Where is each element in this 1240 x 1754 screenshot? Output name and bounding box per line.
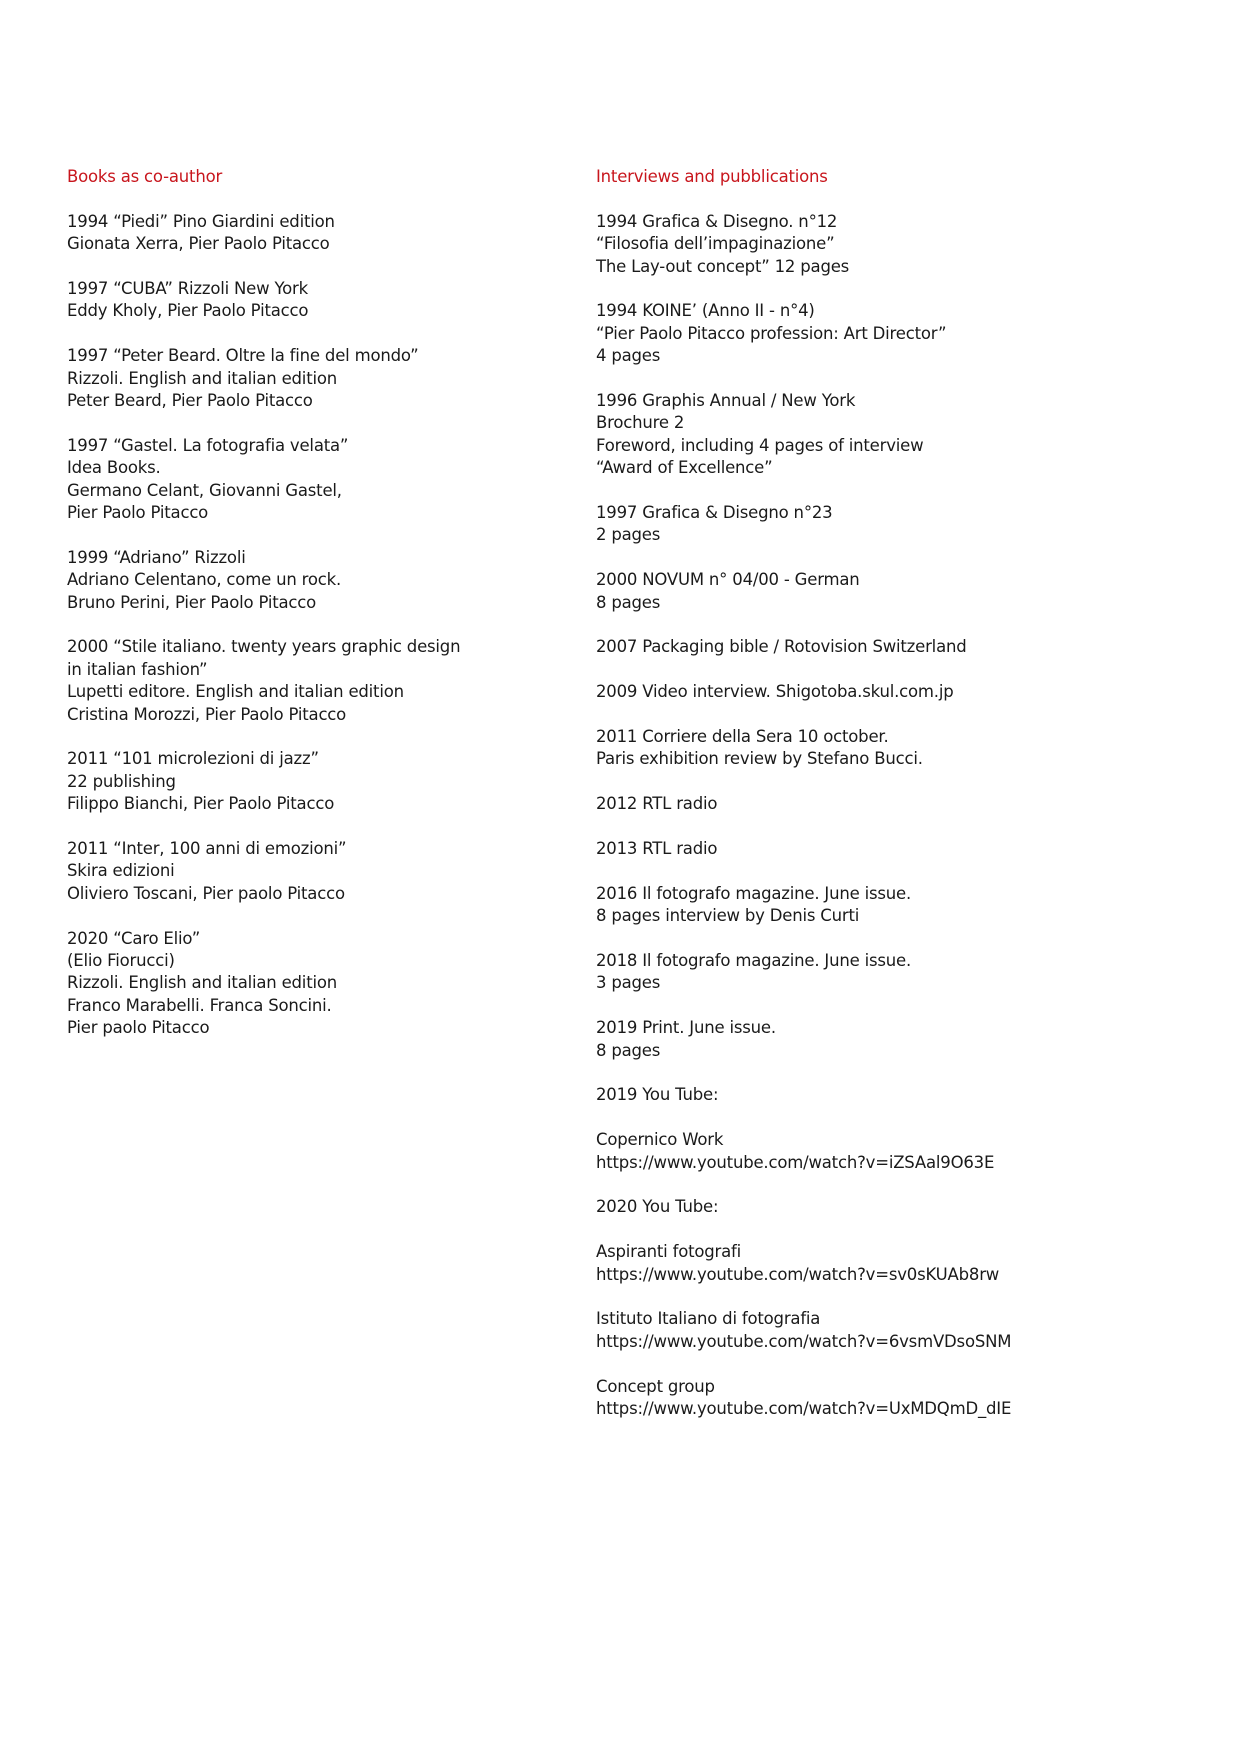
youtube-link[interactable]: https://www.youtube.com/watch?v=UxMDQmD_dIE <box>596 1399 1012 1419</box>
book-entry <box>67 345 537 412</box>
entry-line: Skira edizioni <box>67 861 175 881</box>
books-column <box>67 166 537 1062</box>
book-entry <box>67 278 537 323</box>
entry-line: Oliviero Toscani, Pier paolo Pitacco <box>67 883 345 903</box>
entry-line: Concept group <box>596 1376 715 1396</box>
entry-line: 2013 RTL radio <box>596 839 718 859</box>
interview-entry <box>596 838 1066 860</box>
entry-line: 2000 “Stile italiano. twenty years graphic design <box>67 637 461 657</box>
entry-line: 1997 Grafica & Disegno n°23 <box>596 503 833 523</box>
entry-line: Rizzoli. English and italian edition <box>67 973 337 993</box>
interview-entry <box>596 883 1066 928</box>
entry-line: 1994 KOINE’ (Anno II - n°4) <box>596 301 815 321</box>
entry-line: Lupetti editore. English and italian edition <box>67 682 404 702</box>
entry-line: Eddy Kholy, Pier Paolo Pitacco <box>67 301 309 321</box>
entry-line: Adriano Celentano, come un rock. <box>67 570 342 590</box>
interview-entry <box>596 1241 1066 1286</box>
interview-entry <box>596 502 1066 547</box>
entry-line: in italian fashion” <box>67 659 208 679</box>
entry-line: 2019 Print. June issue. <box>596 1018 776 1038</box>
entry-line: 1997 “CUBA” Rizzoli New York <box>67 279 308 298</box>
interview-entry <box>596 1084 1066 1106</box>
entry-line: 2012 RTL radio <box>596 794 718 814</box>
entry-line: 2007 Packaging bible / Rotovision Switzerland <box>596 637 967 657</box>
entry-line: 8 pages <box>596 1040 661 1060</box>
books-list <box>67 211 537 1040</box>
entry-line: Brochure 2 <box>596 413 685 433</box>
entry-line: 2018 Il fotografo magazine. June issue. <box>596 951 912 971</box>
entry-line: “Award of Excellence” <box>596 458 773 478</box>
entry-line: 1996 Graphis Annual / New York <box>596 391 856 411</box>
entry-line: 1994 “Piedi” Pino Giardini edition <box>67 211 335 231</box>
interview-entry <box>596 636 1066 658</box>
entry-line: 1994 Grafica & Disegno. n°12 <box>596 211 838 231</box>
entry-line: Pier paolo Pitacco <box>67 1018 210 1038</box>
interviews-column <box>596 166 1066 1443</box>
entry-line: Pier Paolo Pitacco <box>67 503 209 523</box>
entry-line: Idea Books. <box>67 458 161 478</box>
youtube-link[interactable]: https://www.youtube.com/watch?v=iZSAal9O63E <box>596 1152 995 1172</box>
interview-entry <box>596 1308 1066 1353</box>
entry-line: Paris exhibition review by Stefano Bucci. <box>596 749 923 769</box>
interview-entry <box>596 1017 1066 1062</box>
entry-line: The Lay-out concept” 12 pages <box>596 256 850 276</box>
entry-line: 2009 Video interview. Shigotoba.skul.com.jp <box>596 682 954 702</box>
entry-line: Aspiranti fotografi <box>596 1242 742 1262</box>
entry-line: 22 publishing <box>67 771 176 791</box>
youtube-link[interactable]: https://www.youtube.com/watch?v=6vsmVDsoSNM <box>596 1331 1012 1351</box>
entry-line: 8 pages <box>596 592 661 612</box>
interview-entry <box>596 1376 1066 1421</box>
interview-entry <box>596 1129 1066 1174</box>
interview-entry <box>596 793 1066 815</box>
entry-line: 1997 “Peter Beard. Oltre la fine del mondo” <box>67 346 419 366</box>
book-entry <box>67 636 537 726</box>
interview-entry <box>596 1196 1066 1218</box>
book-entry <box>67 435 537 525</box>
interview-entry <box>596 950 1066 995</box>
entry-line: Peter Beard, Pier Paolo Pitacco <box>67 391 313 411</box>
interview-entry <box>596 390 1066 480</box>
interview-entry <box>596 211 1066 278</box>
entry-line: 1999 “Adriano” Rizzoli <box>67 547 246 567</box>
entry-line: 2020 “Caro Elio” <box>67 928 201 948</box>
entry-line: Bruno Perini, Pier Paolo Pitacco <box>67 592 317 612</box>
entry-line: 2016 Il fotografo magazine. June issue. <box>596 883 912 903</box>
book-entry <box>67 928 537 1040</box>
interview-entry <box>596 300 1066 367</box>
entry-line: Istituto Italiano di fotografia <box>596 1309 821 1329</box>
entry-line: Gionata Xerra, Pier Paolo Pitacco <box>67 234 330 254</box>
entry-line: 2011 Corriere della Sera 10 october. <box>596 727 889 747</box>
entry-line: 2019 You Tube: <box>596 1085 719 1105</box>
entry-line: Cristina Morozzi, Pier Paolo Pitacco <box>67 704 347 724</box>
entry-line: 1997 “Gastel. La fotografia velata” <box>67 435 349 455</box>
entry-line: 2000 NOVUM n° 04/00 - German <box>596 570 860 590</box>
entry-line: 8 pages interview by Denis Curti <box>596 906 860 926</box>
entry-line: 2011 “Inter, 100 anni di emozioni” <box>67 839 347 859</box>
entry-line: Rizzoli. English and italian edition <box>67 368 337 388</box>
interview-entry <box>596 726 1066 771</box>
youtube-link[interactable]: https://www.youtube.com/watch?v=sv0sKUAb8rw <box>596 1264 1000 1284</box>
entry-line: Foreword, including 4 pages of interview <box>596 435 924 455</box>
interview-entry <box>596 569 1066 614</box>
entry-line: Copernico Work <box>596 1130 724 1150</box>
interview-entry <box>596 681 1066 703</box>
entry-line: Franco Marabelli. Franca Soncini. <box>67 995 332 1015</box>
entry-line: (Elio Fiorucci) <box>67 951 175 971</box>
interviews-heading: Interviews and pubblications <box>596 167 828 186</box>
entry-line: Germano Celant, Giovanni Gastel, <box>67 480 342 500</box>
entry-line: 2020 You Tube: <box>596 1197 719 1217</box>
books-heading: Books as co-author <box>67 167 223 186</box>
entry-line: Filippo Bianchi, Pier Paolo Pitacco <box>67 794 335 814</box>
interviews-list <box>596 211 1066 1421</box>
entry-line: 4 pages <box>596 346 661 366</box>
entry-line: 2011 “101 microlezioni di jazz” <box>67 749 319 769</box>
entry-line: 3 pages <box>596 973 661 993</box>
entry-line: “Filosofia dell’impaginazione” <box>596 234 835 254</box>
book-entry <box>67 547 537 614</box>
book-entry <box>67 211 537 256</box>
entry-line: “Pier Paolo Pitacco profession: Art Director” <box>596 323 947 343</box>
book-entry <box>67 748 537 815</box>
book-entry <box>67 838 537 905</box>
entry-line: 2 pages <box>596 525 661 545</box>
